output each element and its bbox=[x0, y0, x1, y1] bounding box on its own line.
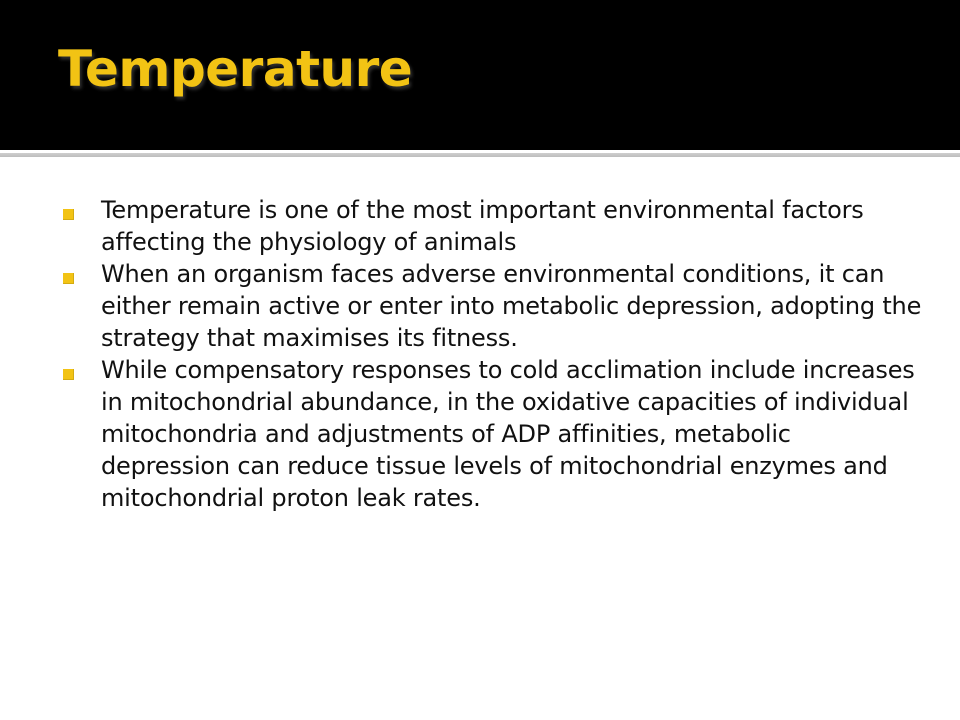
bullet-text: When an organism faces adverse environmental conditions, it can either remain active or enter into metabolic depression, adopting the strategy that maximises its fitness. bbox=[101, 260, 922, 352]
bullet-item bbox=[63, 354, 923, 514]
title-divider bbox=[0, 150, 960, 160]
slide-title: Temperature bbox=[58, 40, 413, 98]
bullet-list bbox=[63, 194, 923, 514]
bullet-text: Temperature is one of the most important environmental factors affecting the physiology of animals bbox=[101, 196, 864, 256]
bullet-text: While compensatory responses to cold acclimation include increases in mitochondrial abundance, in the oxidative capacities of individual mitochondria and adjustments of ADP affinities, metabolic depression can reduce tissue levels of mitochondrial enzymes and mitochondrial proton leak rates. bbox=[101, 356, 915, 512]
square-bullet-icon bbox=[63, 369, 74, 380]
title-bar bbox=[0, 0, 960, 150]
bullet-item bbox=[63, 194, 923, 258]
bullet-item bbox=[63, 258, 923, 354]
square-bullet-icon bbox=[63, 273, 74, 284]
slide-content-area bbox=[0, 160, 960, 720]
square-bullet-icon bbox=[63, 209, 74, 220]
